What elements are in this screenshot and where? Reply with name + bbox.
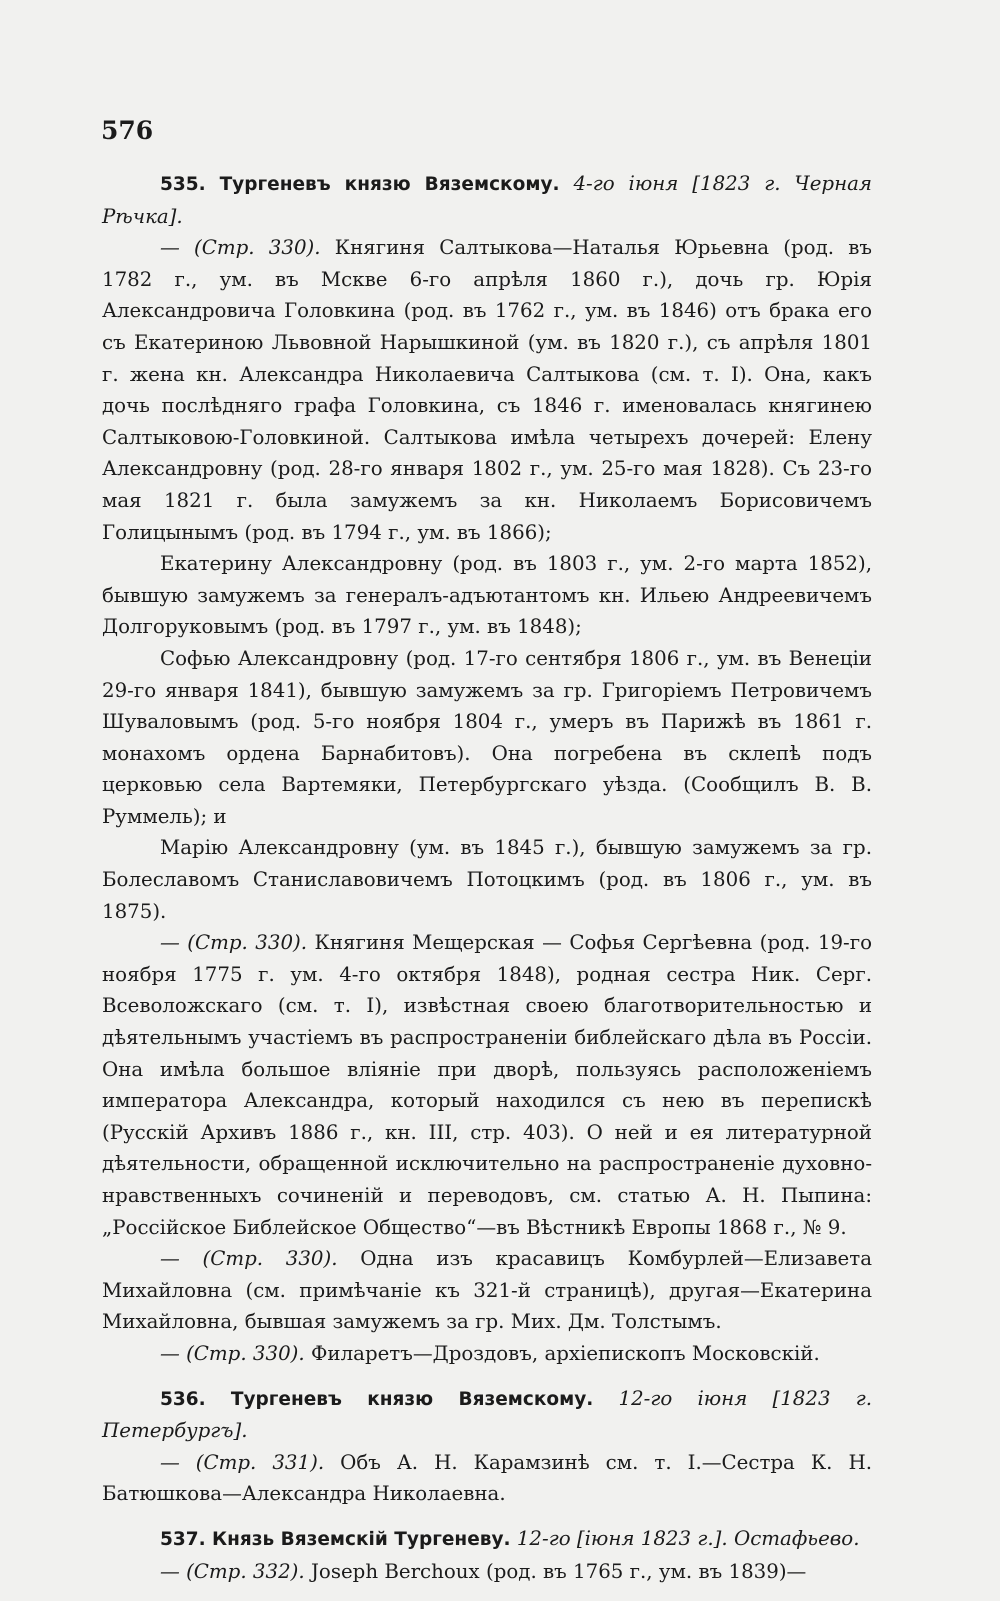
note-paragraph <box>102 1447 872 1510</box>
letter-title: Князь Вяземскій Тургеневу. <box>211 1528 511 1550</box>
note-paragraph <box>102 832 872 927</box>
note-heading <box>102 1383 872 1447</box>
note-paragraph <box>102 1556 872 1588</box>
paragraph-text: Софью Александровну (род. 17-го сентября 1806 г., ум. въ Венеціи 29-го января 1841), бывшую замужемъ за гр. Григоріемъ Петровичемъ Шуваловымъ (род. 5-го ноября 1804 г., умеръ въ Парижѣ въ 1861 г. монахомъ ордена Барнабитовъ). Она погребена въ склепѣ подъ церковью села Вартемяки, Петербургскаго уѣзда. (Сообщилъ В. В. Руммель); и <box>102 646 872 828</box>
paragraph-text: Объ А. Н. Карамзинѣ см. т. I.—Сестра К. Н. Батюшкова—Александра Николаевна. <box>102 1450 872 1506</box>
letter-date: 12-го [іюня 1823 г.]. Остафьево. <box>516 1526 860 1550</box>
note-paragraph <box>102 643 872 833</box>
notes-text <box>102 168 872 1587</box>
paragraph-text: Одна изъ красавицъ Комбурлей—Елизавета Михайловна (см. примѣчаніе къ 321-й страницѣ), другая—Екатерина Михайловна, бывшая замужемъ за гр. Мих. Дм. Толстымъ. <box>102 1247 872 1334</box>
page-reference: — (Стр. 330). <box>160 1341 305 1365</box>
note-paragraph <box>102 232 872 548</box>
note-paragraph <box>102 1243 872 1338</box>
note-paragraph <box>102 1338 872 1370</box>
paragraph-text: Марію Александровну (ум. въ 1845 г.), бывшую замужемъ за гр. Болеславомъ Станиславовичемъ Потоцкимъ (род. въ 1806 г., ум. въ 1875). <box>102 836 872 923</box>
page-reference: — (Стр. 330). <box>160 931 308 955</box>
paragraph-text: Княгиня Мещерская — Софья Сергѣевна (род. 19-го ноября 1775 г. ум. 4-го октября 1848), родная сестра Ник. Серг. Всеволожскаго (см. т. I), извѣстная своею благотворительностью и дѣятельнымъ участіемъ въ распространеніи библейскаго дѣла въ Россіи. Она имѣла большое вліяніе при дворѣ, пользуясь расположеніемъ императора Александра, который находился съ нею въ перепискѣ (Русскій Архивъ 1886 г., кн. III, стр. 403). О ней и ея литературной дѣятельности, обращенной исключительно на распространеніе духовно-нравственныхъ сочиненій и переводовъ, см. статью А. Н. Пыпина: „Россійское Библейское Общество“—въ Вѣстникѣ Европы 1868 г., № 9. <box>102 931 872 1239</box>
letter-number: 535. <box>160 174 206 195</box>
letter-title: Тургеневъ князю Вяземскому. <box>230 1388 594 1410</box>
letter-number: 536. <box>160 1388 206 1410</box>
paragraph-text: Филаретъ—Дроздовъ, архіепископъ Московскій. <box>304 1341 820 1365</box>
paragraph-text: Joseph Berchoux (род. въ 1765 г., ум. въ 1839)— <box>304 1559 807 1583</box>
page-reference: — (Стр. 332). <box>160 1559 305 1583</box>
page-reference: — (Стр. 330). <box>160 1247 338 1271</box>
paragraph-text: Княгиня Салтыкова—Наталья Юрьевна (род. въ 1782 г., ум. въ Мскве 6-го апрѣля 1860 г.), дочь гр. Юрія Александровича Головкина (род. въ 1762 г., ум. въ 1846) отъ брака его съ Екатериною Львовной Нарышкиной (ум. въ 1820 г.), съ апрѣля 1801 г. жена кн. Александра Николаевича Салтыкова (см. т. I). Она, какъ дочь послѣдняго графа Головкина, съ 1846 г. именовалась княгинею Салтыковою-Головкиной. Салтыкова имѣла четырехъ дочерей: Елену Александровну (род. 28-го января 1802 г., ум. 25-го мая 1828). Съ 23-го мая 1821 г. была замужемъ за кн. Николаемъ Борисовичемъ Голицынымъ (род. въ 1794 г., ум. въ 1866); <box>102 236 872 544</box>
page-number: 576 <box>101 116 154 145</box>
letter-date: 4-го іюня [1823 г. Черная Рѣчка]. <box>102 172 872 228</box>
note-heading <box>102 1523 872 1556</box>
note-heading <box>102 168 872 232</box>
note-paragraph <box>102 927 872 1243</box>
page-reference: — (Стр. 331). <box>160 1450 325 1474</box>
paragraph-text: Екатерину Александровну (род. въ 1803 г., ум. 2-го марта 1852), бывшую замужемъ за генералъ-адъютантомъ кн. Ильею Андреевичемъ Долгоруковымъ (род. въ 1797 г., ум. въ 1848); <box>102 552 872 639</box>
letter-date: 12-го іюня [1823 г. Петербургъ]. <box>102 1386 872 1443</box>
note-paragraph <box>102 548 872 643</box>
page-reference: — (Стр. 330). <box>160 236 321 260</box>
letter-title: Тургеневъ князю Вяземскому. <box>219 174 560 195</box>
letter-number: 537. <box>160 1528 206 1550</box>
